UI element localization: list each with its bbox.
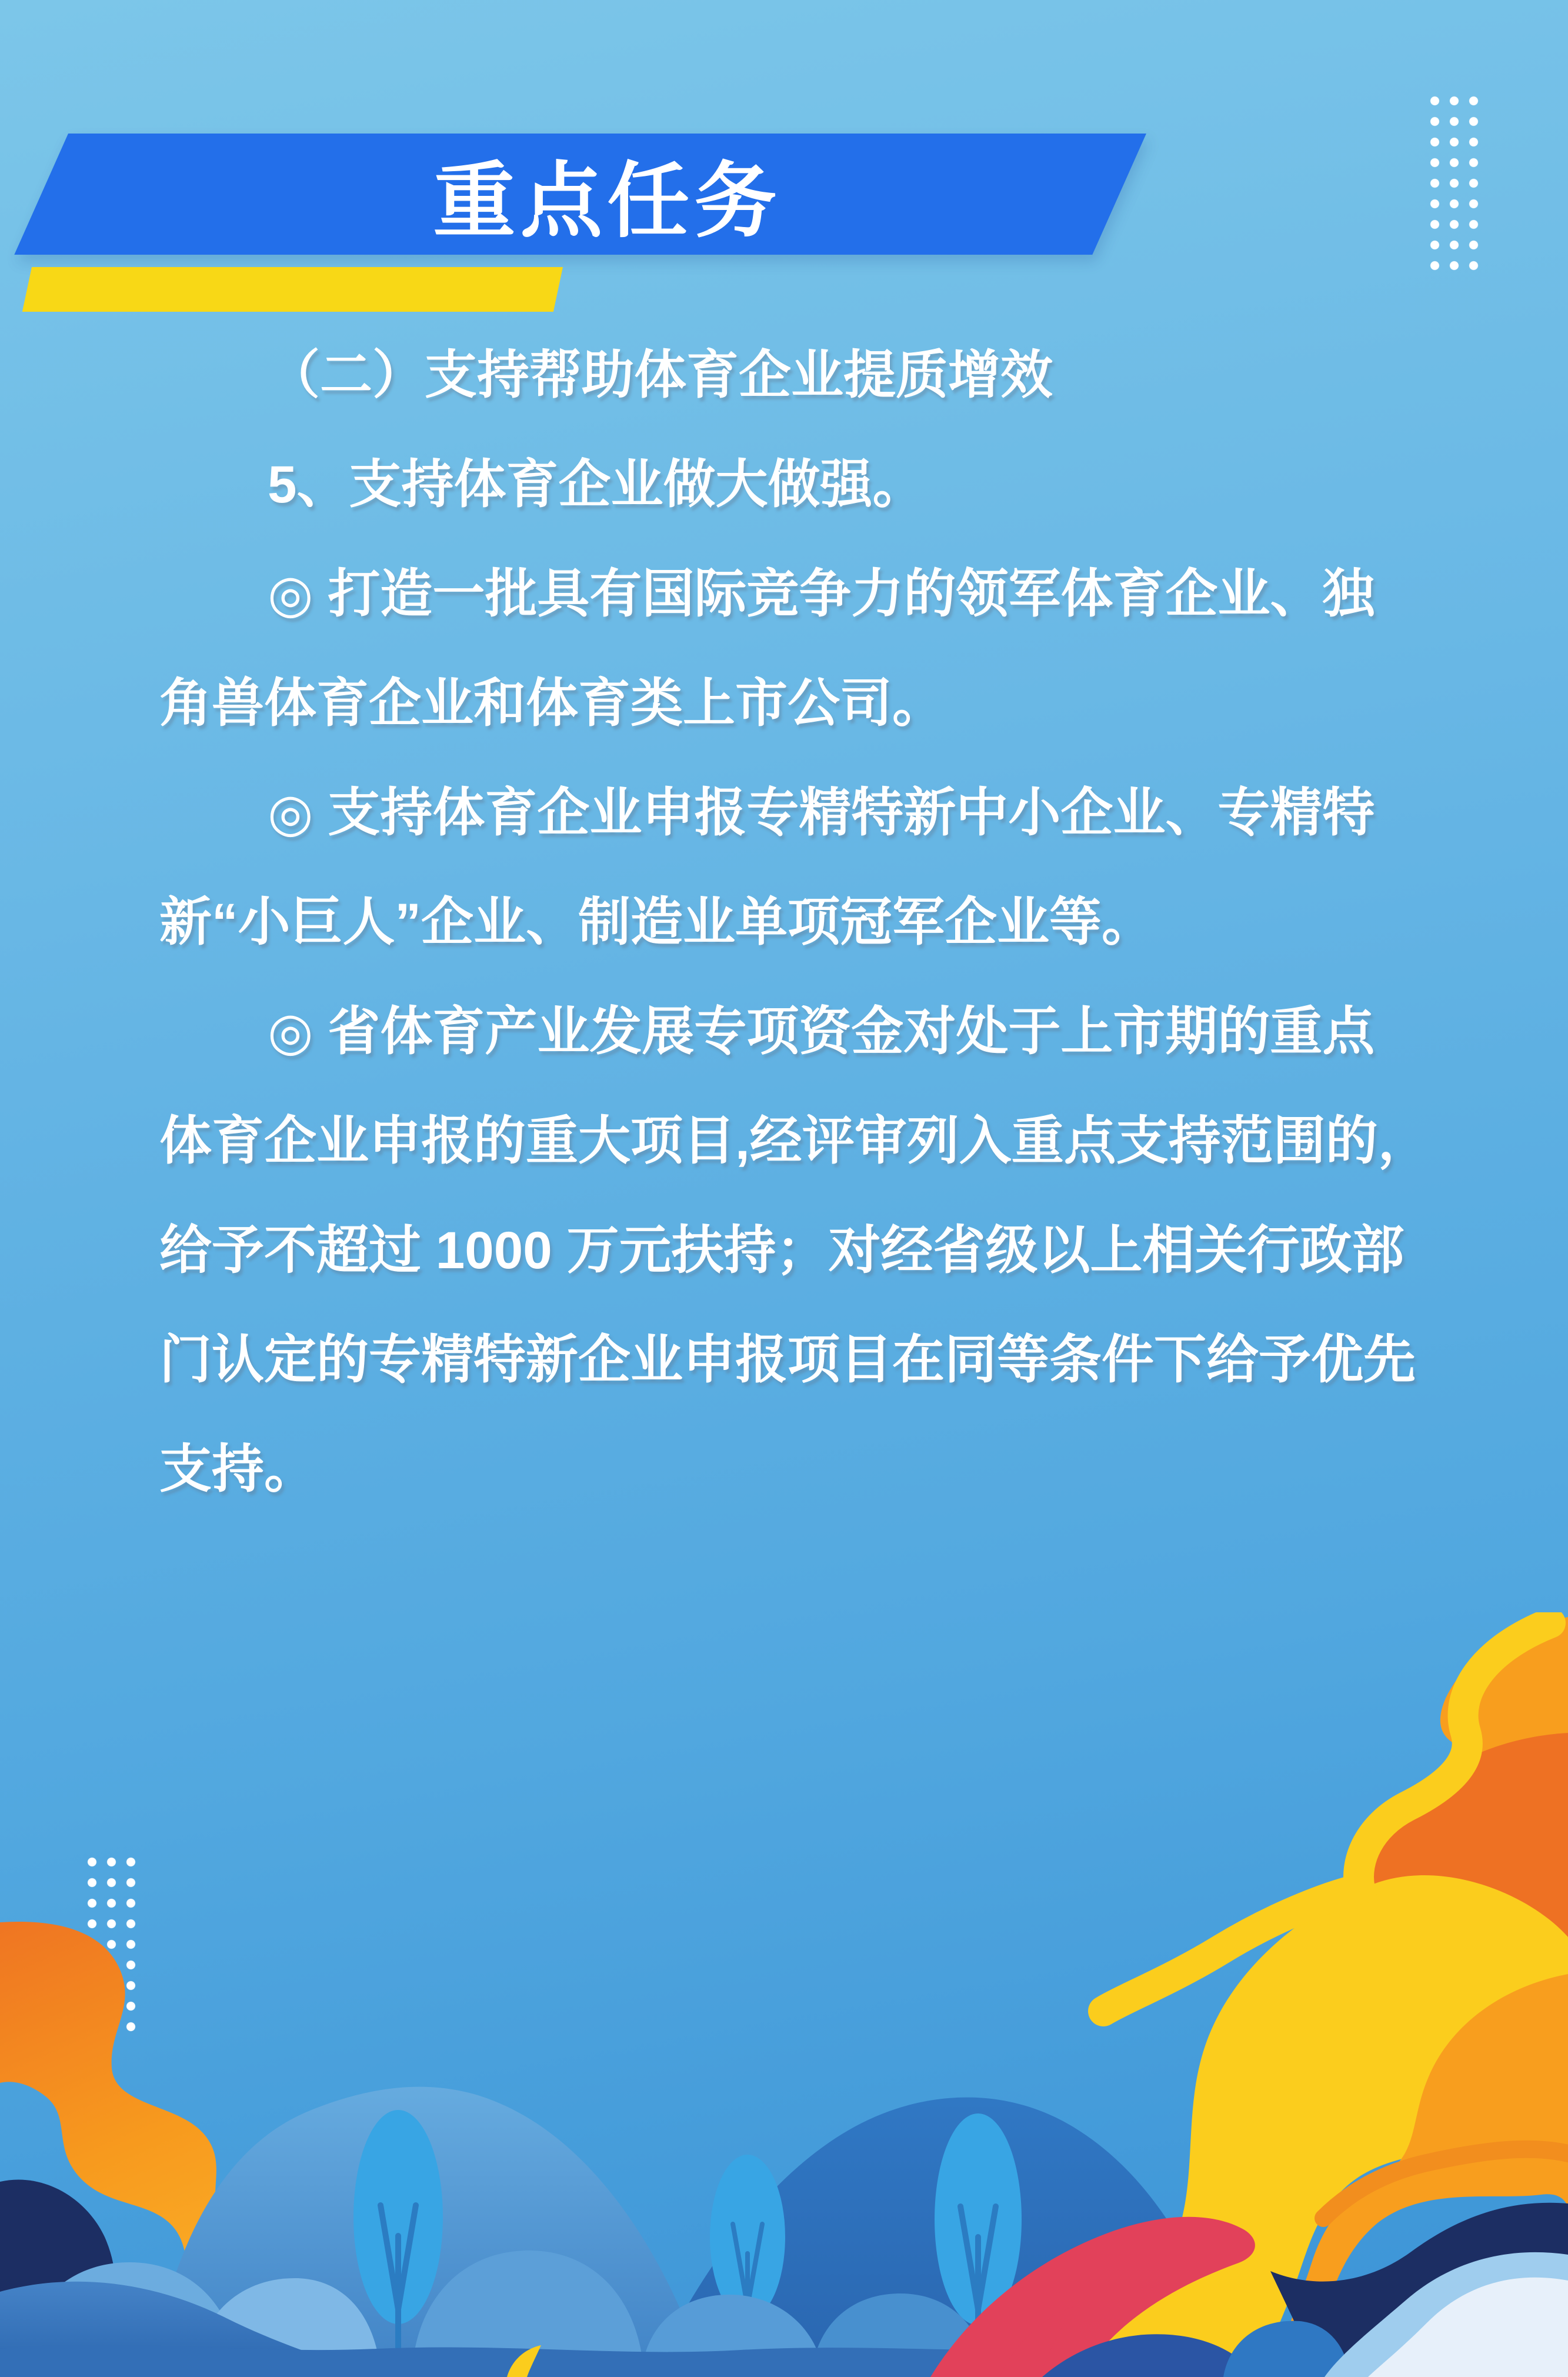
text-line: 新“小巨人”企业、制造业单项冠军企业等。: [159, 892, 1154, 951]
header-banner: [14, 134, 1146, 255]
text-line: 体育企业申报的重大项目,经评审列入重点支持范围的，: [159, 1111, 1430, 1170]
bottom-illustration: [0, 1612, 1568, 2377]
text-line: ◎ 支持体育企业申报专精特新中小企业、专精特: [268, 783, 1375, 842]
text-line: （二）支持帮助体育企业提质增效: [268, 345, 1053, 404]
text-line: ◎ 打造一批具有国际竞争力的领军体育企业、独: [268, 564, 1375, 623]
body-text: [159, 320, 1430, 1523]
text-line: 支持。: [159, 1439, 316, 1498]
yellow-accent-bar: [22, 267, 563, 312]
text-line: 5、支持体育企业做大做强。: [268, 455, 925, 514]
page-title: 重点任务: [433, 154, 782, 247]
dot-grid-icon: [1425, 91, 1483, 276]
text-line: ◎ 省体育产业发展专项资金对处于上市期的重点: [268, 1002, 1375, 1061]
text-line: 门认定的专精特新企业申报项目在同等条件下给予优先: [159, 1330, 1416, 1389]
text-line: 给予不超过 1000 万元扶持；对经省级以上相关行政部: [159, 1221, 1404, 1279]
header-banner-inner: [68, 134, 1146, 255]
text-line: 角兽体育企业和体育类上市公司。: [159, 674, 945, 732]
